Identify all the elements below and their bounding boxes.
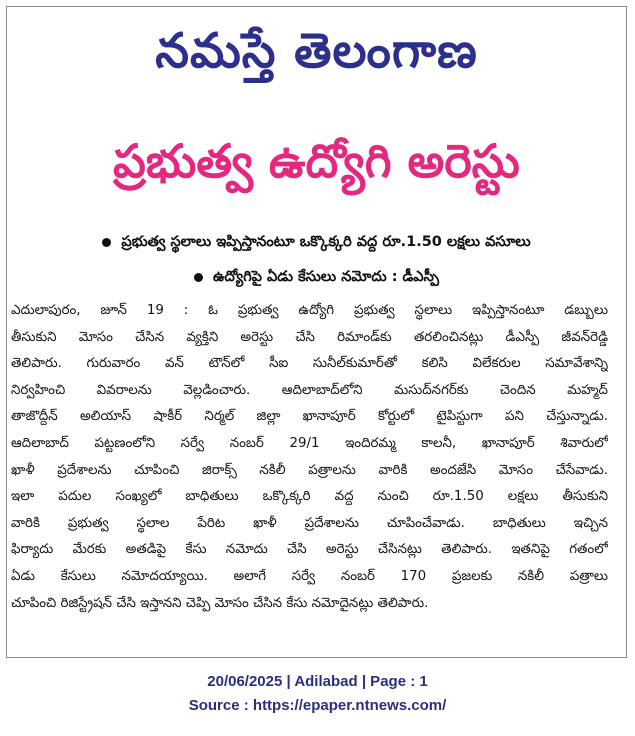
article-body [11, 298, 608, 617]
article-headline: ప్రభుత్వ ఉద్యోగి అరెస్టు [113, 134, 520, 188]
body-line: ఫిర్యాదు మేరకు అతడిపై కేసు నమోదు చేసి అరెస్టు చేసినట్లు తెలిపారు. ఇతనిపై గతంలో [11, 542, 608, 558]
bullet-icon [102, 238, 111, 247]
body-line: తాజొద్దీన్ అలియాస్ షాకీర్ నిర్మల్ జిల్లా ఖానాపూర్ కోర్టులో టైపిస్టుగా పని చేస్తున్నాడు. [11, 409, 608, 425]
body-line: ఇలా పదుల సంఖ్యలో బాధితులు ఒక్కొక్కరి వద్ద నుంచి రూ.1.50 లక్షలు తీసుకుని [11, 489, 608, 505]
body-line: నిర్వహించి వివరాలను వెల్లడించారు. ఆదిలాబాద్‌లోని మసుద్‌నగర్‌కు చెందిన మహ్మద్ [11, 382, 608, 398]
body-line: తీసుకుని మోసం చేసిన వ్యక్తిని అరెస్టు చేసి రిమాండ్‌కు తరలించినట్లు డీఎస్పీ జీవన్‌రెడ్డి [11, 329, 608, 345]
footer-source-link[interactable]: Source : https://epaper.ntnews.com/ [188, 697, 447, 714]
body-line: చూపించి రిజిస్ట్రేషన్ చేసి ఇస్తానని చెప్పి మోసం చేసిన కేసు నమోదైనట్లు తెలిపారు. [11, 595, 429, 611]
subheading-1-text: ప్రభుత్వ స్థలాలు ఇప్పిస్తానంటూ ఒక్కొక్కరి వద్ద రూ.1.50 లక్షలు వసూలు [121, 234, 531, 250]
body-line: ఖాళీ ప్రదేశాలను చూపించి జిరాక్స్ నకిలీ పత్రాలను వారికి అందజేసి మోసం చేసేవాడు. [11, 462, 608, 478]
subheading-1 [7, 228, 626, 256]
body-line: ఆదిలాబాద్ పట్టణంలోని సర్వే నంబర్ 29/1 ఇందిరమ్మ కాలనీ, ఖానాపూర్ శివారులో [11, 435, 608, 451]
body-line: వారికి ప్రభుత్వ స్థలాల పేరిట ఖాళీ ప్రదేశాలను చూపించేవాడు. బాధితులు ఇచ్చిన [11, 515, 608, 531]
footer-date-edition: 20/06/2025 | Adilabad | Page : 1 [207, 673, 428, 690]
newspaper-masthead: నమస్తే తెలంగాణ [155, 23, 478, 79]
subheading-2-text: ఉద్యోగిపై ఏడు కేసులు నమోదు : డీఎస్పీ [212, 269, 440, 285]
body-line: ఏడు కేసులు నమోదయ్యాయి. అలాగే సర్వే నంబర్ 170 ప్రజలకు నకిలీ పత్రాలు [11, 568, 608, 584]
subheading-2 [7, 263, 626, 291]
body-line: ఎదులాపురం, జూన్ 19 : ఓ ప్రభుత్వ ఉద్యోగి ప్రభుత్వ స్థలాలు ఇప్పిస్తానంటూ డబ్బులు [11, 303, 608, 318]
body-line: తెలిపారు. గురువారం వన్ టౌన్‌లో సీఐ సునీల్‌కుమార్‌తో కలిసి విలేకరుల సమావేశాన్ని [11, 356, 608, 372]
bullet-icon [194, 273, 203, 282]
